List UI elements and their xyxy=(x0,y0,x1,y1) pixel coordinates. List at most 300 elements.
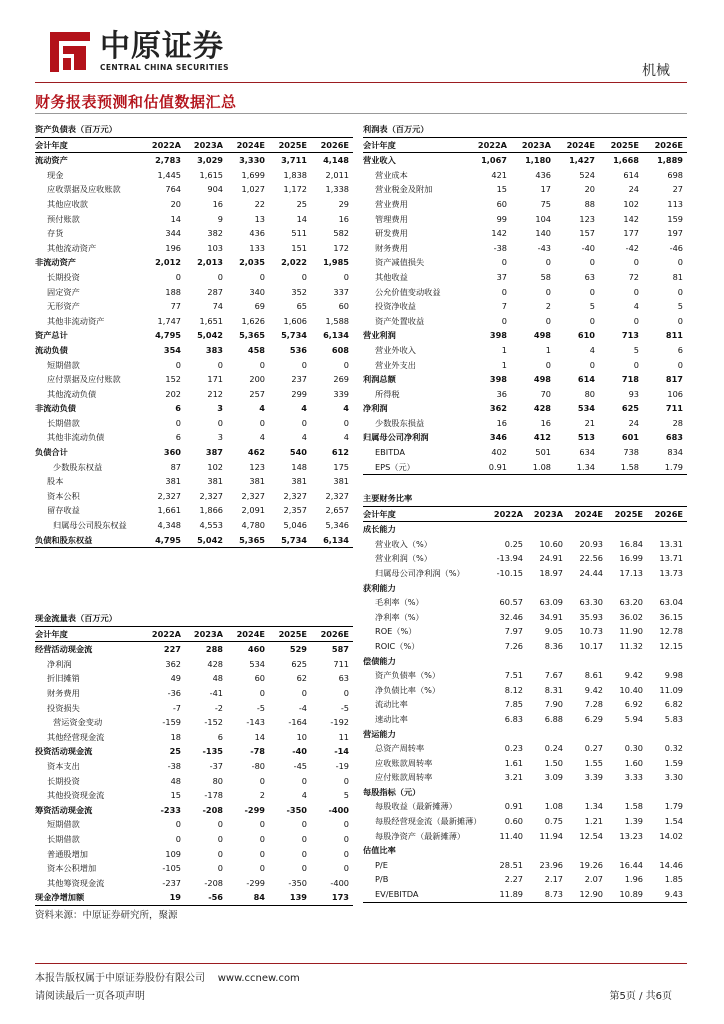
cell-value: 212 xyxy=(207,388,223,399)
cell-value: 5,042 xyxy=(185,533,227,548)
table-row xyxy=(363,756,687,771)
cell-value: 0 xyxy=(217,833,223,844)
table-row xyxy=(363,639,687,654)
cell-value: 17.13 xyxy=(619,567,643,578)
cell-value: -80 xyxy=(251,760,265,771)
row-label: 净负债比率（%） xyxy=(375,684,441,695)
cell-value: 2.07 xyxy=(584,874,603,885)
cell-value: 65 xyxy=(296,301,307,312)
cell-value: 337 xyxy=(333,286,349,297)
cell-value: 1,747 xyxy=(157,315,181,326)
cell-value: 698 xyxy=(667,169,683,180)
cell-value: 1,615 xyxy=(199,169,223,180)
table-row xyxy=(35,401,353,416)
cell-value: 360 xyxy=(163,447,181,458)
cell-value xyxy=(487,522,527,537)
cell-value: 0 xyxy=(677,315,683,326)
table-row xyxy=(35,876,353,891)
table-row xyxy=(363,814,687,829)
cell-value: 10.17 xyxy=(579,640,603,651)
row-label: 财务费用 xyxy=(375,242,408,253)
cell-value: -42 xyxy=(625,242,639,253)
cell-value: 1.58 xyxy=(599,460,643,475)
cell-value xyxy=(567,843,607,858)
cell-value: 13 xyxy=(254,213,265,224)
cell-value: 6,134 xyxy=(323,330,349,341)
cell-value: 381 xyxy=(165,476,181,487)
row-label: 其他非流动负债 xyxy=(47,432,105,443)
table-row xyxy=(35,358,353,373)
row-label: 资本公积增加 xyxy=(47,863,97,874)
row-label: 筹资活动现金流 xyxy=(35,804,93,815)
row-label: 流动资产 xyxy=(35,155,68,166)
cell-value: -41 xyxy=(209,687,223,698)
cell-value: 811 xyxy=(665,330,683,341)
row-label: 留存收益 xyxy=(47,505,80,516)
table-row xyxy=(363,460,687,475)
cell-value: 72 xyxy=(628,271,639,282)
cell-value xyxy=(487,654,527,669)
row-label: 存货 xyxy=(47,228,64,239)
cell-value: 2 xyxy=(545,301,551,312)
table-row xyxy=(35,197,353,212)
cell-value: 352 xyxy=(291,286,307,297)
row-label: 负债合计 xyxy=(35,447,68,458)
cell-value: 103 xyxy=(207,242,223,253)
cell-value: 60 xyxy=(254,673,265,684)
table-row xyxy=(35,168,353,183)
cell-value: 1.58 xyxy=(624,801,643,812)
column-header-year: 2025E xyxy=(269,137,311,153)
cell-value: 24.44 xyxy=(579,567,603,578)
row-label: 营运资金变动 xyxy=(53,717,103,728)
cell-value: -208 xyxy=(202,804,223,815)
cell-value: 12.15 xyxy=(659,640,683,651)
cell-value: 1,651 xyxy=(199,315,223,326)
row-label: 其他经营现金流 xyxy=(47,731,105,742)
row-label: 长期投资 xyxy=(47,775,80,786)
row-label: EV/EBITDA xyxy=(363,887,487,902)
cell-value: 5.83 xyxy=(664,713,683,724)
cell-value: 0 xyxy=(343,848,349,859)
column-header-label: 会计年度 xyxy=(363,137,467,153)
cell-value: 0 xyxy=(175,271,181,282)
cell-value xyxy=(647,785,687,800)
table-title-row xyxy=(363,491,687,506)
company-name-en: CENTRAL CHINA SECURITIES xyxy=(100,63,229,72)
table-row xyxy=(363,314,687,329)
cell-value: 0.32 xyxy=(664,743,683,754)
row-label: 其他收益 xyxy=(375,271,408,282)
row-label: 固定资产 xyxy=(47,286,80,297)
row-label: 资产总计 xyxy=(35,330,68,341)
cell-value: 3,029 xyxy=(197,155,223,166)
cell-value: 436 xyxy=(249,228,265,239)
cell-value: 0.91 xyxy=(504,801,523,812)
table-row xyxy=(35,533,353,548)
cell-value: 177 xyxy=(623,228,639,239)
cell-value: 36.02 xyxy=(619,611,643,622)
row-label: ROIC（%） xyxy=(375,640,420,651)
cell-value: 398 xyxy=(489,374,507,385)
cell-value: 1.50 xyxy=(544,757,563,768)
cell-value: 1.79 xyxy=(664,801,683,812)
cell-value: -237 xyxy=(162,877,181,888)
table-row xyxy=(363,829,687,844)
cell-value: 0 xyxy=(301,819,307,830)
table-row xyxy=(363,858,687,873)
cell-value: 60.57 xyxy=(499,597,523,608)
cell-value: 29 xyxy=(338,198,349,209)
cell-value: 0.75 xyxy=(544,816,563,827)
table-row xyxy=(35,817,353,832)
cell-value: 1.08 xyxy=(544,801,563,812)
table-row xyxy=(35,285,353,300)
table-row xyxy=(35,847,353,862)
company-logo-icon xyxy=(50,32,90,72)
row-label: 营业外支出 xyxy=(375,359,416,370)
cell-value xyxy=(567,522,607,537)
row-label: 获利能力 xyxy=(363,582,396,593)
cell-value: 524 xyxy=(579,169,595,180)
cell-value xyxy=(527,522,567,537)
cell-value: 63.04 xyxy=(659,597,683,608)
table-row xyxy=(35,430,353,445)
table-row xyxy=(363,654,687,669)
cell-value: 18 xyxy=(170,731,181,742)
row-label: 流动负债 xyxy=(35,344,68,355)
cell-value: 11.09 xyxy=(659,684,683,695)
cell-value: 6 xyxy=(175,432,181,443)
cell-value: 536 xyxy=(289,344,307,355)
table-header-row xyxy=(35,626,353,642)
row-label: 营业利润 xyxy=(363,330,396,341)
cell-value: 6 xyxy=(217,731,223,742)
cell-value: 0 xyxy=(217,271,223,282)
row-label: 现金 xyxy=(47,169,64,180)
table-row xyxy=(35,642,353,657)
table-row xyxy=(35,657,353,672)
row-label: 公允价值变动收益 xyxy=(375,286,441,297)
cell-value: 1,067 xyxy=(481,155,507,166)
cell-value: -159 xyxy=(162,717,181,728)
column-header-year: 2024E xyxy=(227,137,269,153)
row-label: 短期借款 xyxy=(47,819,80,830)
cell-value: 11.94 xyxy=(539,830,563,841)
cell-value: 460 xyxy=(247,644,265,655)
cell-value: 711 xyxy=(333,658,349,669)
cell-value: 299 xyxy=(291,388,307,399)
table-row xyxy=(363,581,687,596)
cell-value: 3,711 xyxy=(281,155,307,166)
cell-value: 2,357 xyxy=(283,505,307,516)
cell-value: 16 xyxy=(540,417,551,428)
cell-value: 0 xyxy=(545,315,551,326)
cell-value: -164 xyxy=(288,717,307,728)
cell-value: 0.91 xyxy=(467,460,511,475)
cell-value: 1,985 xyxy=(323,257,349,268)
cell-value: 534 xyxy=(249,658,265,669)
cell-value: 109 xyxy=(165,848,181,859)
table-title: 主要财务比率 xyxy=(363,491,687,506)
cell-value: 2 xyxy=(259,790,265,801)
cell-value: 402 xyxy=(491,447,507,458)
table-row xyxy=(363,299,687,314)
cell-value: 3.33 xyxy=(624,772,643,783)
cell-value: -78 xyxy=(250,746,265,757)
table-row xyxy=(35,241,353,256)
row-label: 每股经营现金流（最新摊薄） xyxy=(375,816,482,827)
cell-value xyxy=(527,785,567,800)
cell-value: 0 xyxy=(633,257,639,268)
row-label: 投资损失 xyxy=(47,702,80,713)
cell-value: 0 xyxy=(501,286,507,297)
cell-value: 0 xyxy=(217,359,223,370)
cell-value: 0 xyxy=(545,257,551,268)
cell-value: 175 xyxy=(333,461,349,472)
row-label: 资产处置收益 xyxy=(375,315,425,326)
table-header-row xyxy=(35,137,353,153)
cell-value: 2,783 xyxy=(155,155,181,166)
column-header-year: 2026E xyxy=(311,626,353,642)
cell-value: -143 xyxy=(246,717,265,728)
cell-value: 362 xyxy=(489,403,507,414)
table-row xyxy=(363,153,687,168)
cell-value: 28.51 xyxy=(499,859,523,870)
cell-value: 63.09 xyxy=(539,597,563,608)
cell-value: 202 xyxy=(165,388,181,399)
cell-value: 0 xyxy=(589,315,595,326)
cell-value: 287 xyxy=(207,286,223,297)
cell-value: 123 xyxy=(249,461,265,472)
cell-value: 159 xyxy=(667,213,683,224)
cell-value: 0 xyxy=(259,833,265,844)
row-label: 应收账款周转率 xyxy=(375,757,433,768)
cell-value: 3 xyxy=(217,403,223,414)
cell-value xyxy=(647,522,687,537)
cell-value: 587 xyxy=(331,644,349,655)
cell-value: 151 xyxy=(291,242,307,253)
data-source-note: 资料来源：中原证券研究所，聚源 xyxy=(35,910,178,921)
row-label: 负债和股东权益 xyxy=(35,533,143,548)
table-row xyxy=(35,832,353,847)
cell-value: 458 xyxy=(247,344,265,355)
column-header-label: 会计年度 xyxy=(35,626,143,642)
row-label: 非流动负债 xyxy=(35,403,76,414)
table-row xyxy=(35,489,353,504)
cell-value: 7.97 xyxy=(504,626,523,637)
cell-value: 9.43 xyxy=(647,887,687,902)
cell-value: 123 xyxy=(579,213,595,224)
cell-value: 13.23 xyxy=(619,830,643,841)
cell-value: 48 xyxy=(212,673,223,684)
cell-value: 381 xyxy=(207,476,223,487)
cell-value: 1 xyxy=(545,344,551,355)
cell-value: 0 xyxy=(175,819,181,830)
table-row xyxy=(35,343,353,358)
table-row xyxy=(35,153,353,168)
table-row xyxy=(363,416,687,431)
cell-value: 625 xyxy=(291,658,307,669)
cell-value: 3,330 xyxy=(239,155,265,166)
column-header-year: 2023A xyxy=(185,137,227,153)
table-row xyxy=(35,518,353,533)
cell-value: 22.56 xyxy=(579,553,603,564)
row-label: 营业收入（%） xyxy=(375,538,432,549)
cell-value: 4 xyxy=(301,403,307,414)
cell-value: -5 xyxy=(340,702,349,713)
table-row xyxy=(35,299,353,314)
cell-value: 48 xyxy=(170,775,181,786)
table-row xyxy=(363,595,687,610)
cell-value: 1.55 xyxy=(584,757,603,768)
cell-value: 2,327 xyxy=(157,490,181,501)
cell-value: 5 xyxy=(677,301,683,312)
cell-value: -400 xyxy=(330,877,349,888)
cell-value: 25 xyxy=(169,746,181,757)
cell-value: -105 xyxy=(162,863,181,874)
cell-value: 15 xyxy=(170,790,181,801)
table-row xyxy=(363,197,687,212)
cell-value: 608 xyxy=(331,344,349,355)
cell-value: 614 xyxy=(623,169,639,180)
cell-value: 362 xyxy=(165,658,181,669)
cell-value: 106 xyxy=(667,388,683,399)
cell-value xyxy=(527,654,567,669)
row-label: 研发费用 xyxy=(375,228,408,239)
cell-value: 1,172 xyxy=(283,184,307,195)
cell-value: -36 xyxy=(167,687,181,698)
cell-value: 104 xyxy=(535,213,551,224)
cell-value: 13.73 xyxy=(659,567,683,578)
cell-value: 0 xyxy=(677,257,683,268)
cell-value: 0 xyxy=(501,315,507,326)
cell-value: 340 xyxy=(249,286,265,297)
cell-value: 35.93 xyxy=(579,611,603,622)
cell-value: 4,148 xyxy=(323,155,349,166)
cell-value: 0 xyxy=(343,775,349,786)
row-label: 应付票据及应付账款 xyxy=(47,374,121,385)
cell-value: 0 xyxy=(301,863,307,874)
table-title: 利润表（百万元） xyxy=(363,122,687,137)
cell-value: 8.73 xyxy=(527,887,567,902)
row-label: 净利润 xyxy=(47,658,72,669)
column-header-year: 2026E xyxy=(647,506,687,522)
cell-value: 534 xyxy=(577,403,595,414)
row-label: 净利率（%） xyxy=(375,611,424,622)
row-label: 营运能力 xyxy=(363,728,396,739)
table-row xyxy=(363,727,687,742)
cell-value: 60 xyxy=(496,198,507,209)
row-label: 每股收益（最新摊薄） xyxy=(375,801,457,812)
cell-value: 7.90 xyxy=(544,699,563,710)
cell-value: 339 xyxy=(333,388,349,399)
cell-value: 582 xyxy=(333,228,349,239)
row-label: 营业税金及附加 xyxy=(375,184,433,195)
table-row xyxy=(363,226,687,241)
cell-value: 173 xyxy=(311,890,353,905)
cell-value: 0 xyxy=(259,271,265,282)
row-label: 经营活动现金流 xyxy=(35,644,93,655)
table-row xyxy=(35,744,353,759)
cell-value: 197 xyxy=(667,228,683,239)
cell-value: 6,134 xyxy=(311,533,353,548)
row-label: 毛利率（%） xyxy=(375,597,424,608)
row-label: 营业利润（%） xyxy=(375,553,432,564)
cell-value: 16 xyxy=(496,417,507,428)
cell-value: 0 xyxy=(217,819,223,830)
cell-value: 764 xyxy=(165,184,181,195)
column-header-year: 2023A xyxy=(527,506,567,522)
row-label: P/B xyxy=(375,874,389,885)
row-label: 所得税 xyxy=(375,388,400,399)
row-label: 其他流动资产 xyxy=(47,242,97,253)
cell-value: 0 xyxy=(343,819,349,830)
cell-value: 428 xyxy=(533,403,551,414)
cell-value: 19.26 xyxy=(579,859,603,870)
cell-value: 513 xyxy=(577,432,595,443)
table-row xyxy=(363,212,687,227)
table-row xyxy=(35,387,353,402)
table-row xyxy=(35,182,353,197)
row-label: 长期借款 xyxy=(47,417,80,428)
cell-value: 1.85 xyxy=(664,874,683,885)
table-row xyxy=(363,168,687,183)
cell-value: 0.30 xyxy=(624,743,643,754)
cell-value: 0 xyxy=(343,863,349,874)
row-label: 估值比率 xyxy=(363,845,396,856)
footer-divider xyxy=(35,963,687,964)
cell-value: 683 xyxy=(665,432,683,443)
cell-value: 383 xyxy=(205,344,223,355)
cell-value: 12.54 xyxy=(579,830,603,841)
cell-value: 0 xyxy=(633,286,639,297)
row-label: 总资产周转率 xyxy=(375,743,425,754)
cell-value: 834 xyxy=(667,447,683,458)
cell-value: 634 xyxy=(579,447,595,458)
cell-value: 1.21 xyxy=(584,816,603,827)
cell-value: -40 xyxy=(581,242,595,253)
cell-value: 0 xyxy=(343,417,349,428)
cell-value: 9 xyxy=(217,213,223,224)
cell-value: 713 xyxy=(621,330,639,341)
website-link[interactable]: www.ccnew.com xyxy=(217,973,300,984)
cell-value: 20 xyxy=(584,184,595,195)
row-label: 应收票据及应收账款 xyxy=(47,184,121,195)
cell-value: 13.71 xyxy=(659,553,683,564)
cell-value: 14.02 xyxy=(659,830,683,841)
cell-value: 34.91 xyxy=(539,611,563,622)
cell-value: 381 xyxy=(333,476,349,487)
table-row xyxy=(363,799,687,814)
cell-value: 27 xyxy=(672,184,683,195)
cell-value: 0 xyxy=(677,286,683,297)
table-row xyxy=(35,270,353,285)
cell-value: 14 xyxy=(170,213,181,224)
cell-value: 4 xyxy=(301,790,307,801)
cell-value: -350 xyxy=(288,877,307,888)
cell-value: 0 xyxy=(259,775,265,786)
cell-value: 1.60 xyxy=(624,757,643,768)
cell-value: 0 xyxy=(501,257,507,268)
cell-value: 5,042 xyxy=(197,330,223,341)
cell-value: 6 xyxy=(175,403,181,414)
table-row xyxy=(363,697,687,712)
cell-value: 16.44 xyxy=(619,859,643,870)
table-row xyxy=(363,387,687,402)
cell-value: 1.59 xyxy=(664,757,683,768)
cell-value: 5.94 xyxy=(624,713,643,724)
